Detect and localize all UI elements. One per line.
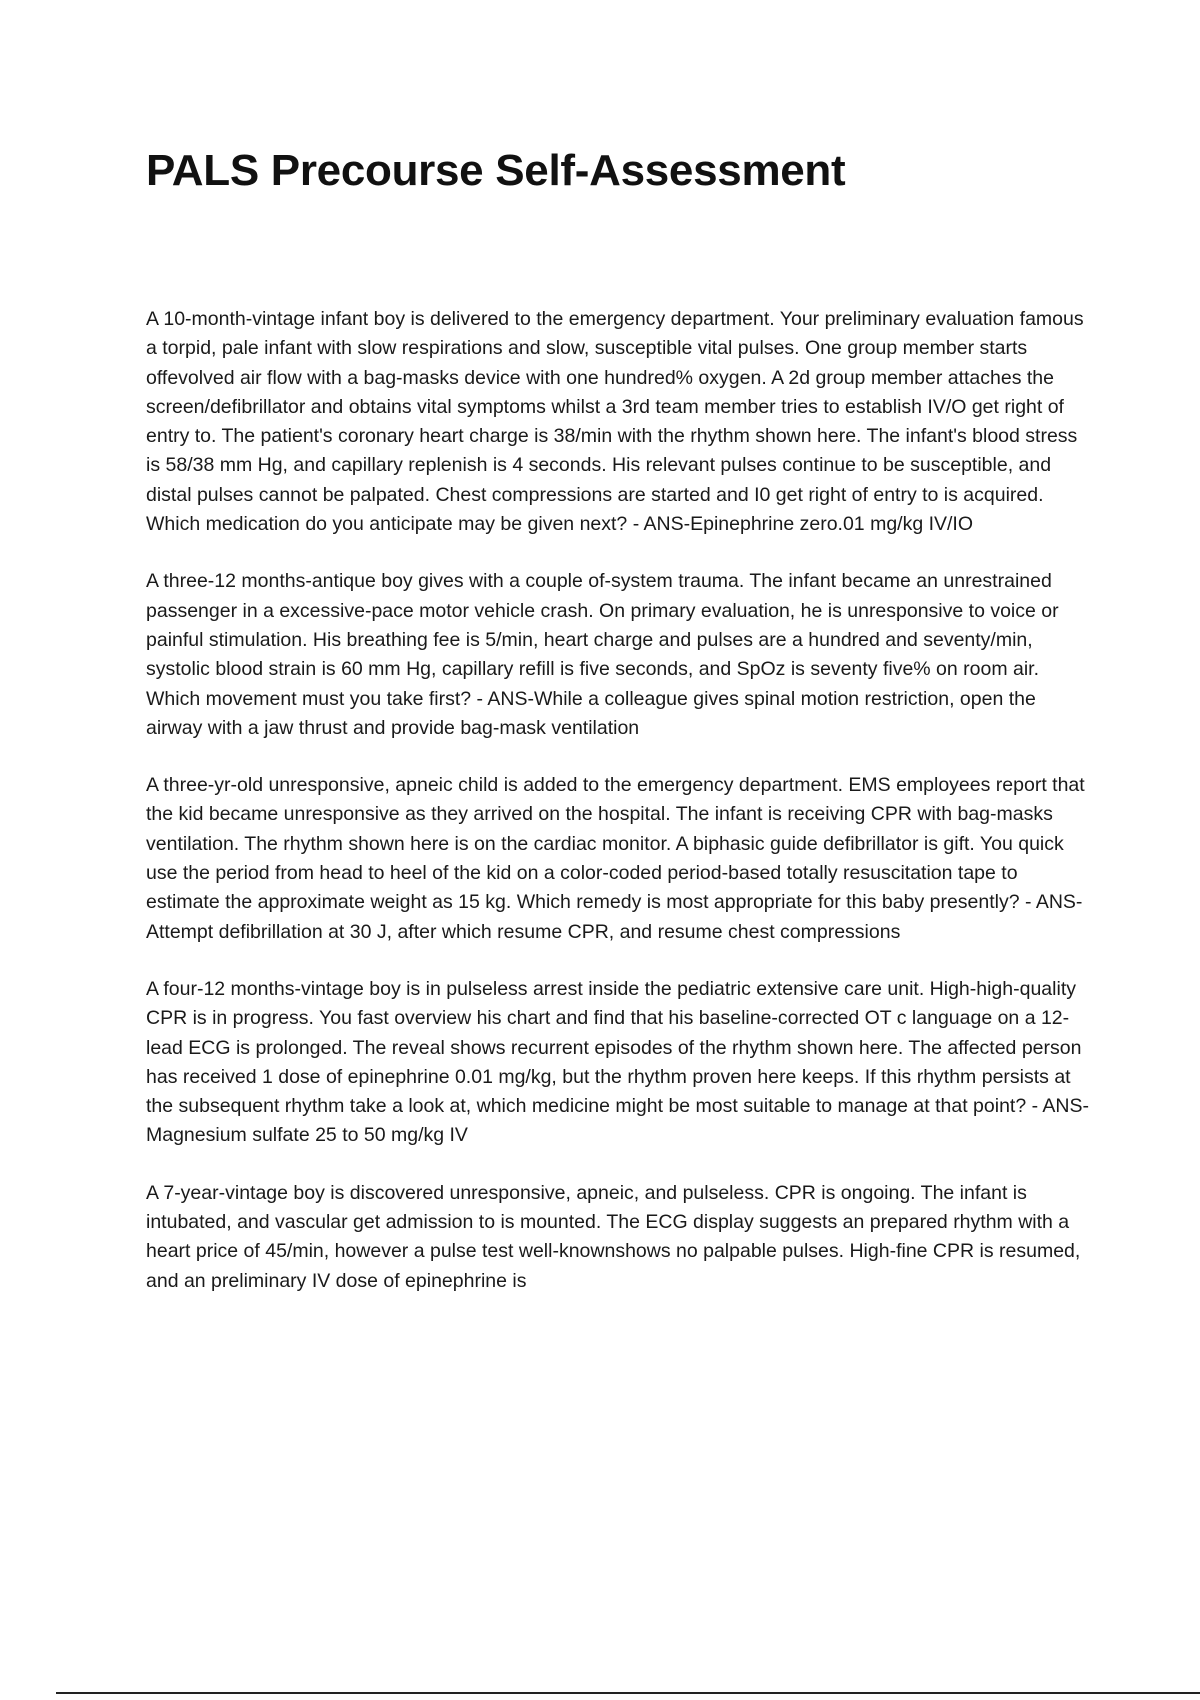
- question-block-3: [146, 771, 1096, 947]
- question-block-2: [146, 567, 1096, 743]
- question-text: A 10-month-vintage infant boy is delivered to the emergency department. Your preliminary evaluation famous a torpid, pale infant with slow respirations and slow, susceptible vital pulses. One group member starts offevolved air flow with a bag-masks device with one hundred% oxygen. A 2d group member attaches the screen/defibrillator and obtains vital symptoms whilst a 3rd team member tries to establish IV/O get right of entry to. The patient's coronary heart charge is 38/min with the rhythm shown here. The infant's blood stress is 58/38 mm Hg, and capillary replenish is 4 seconds. His relevant pulses continue to be susceptible, and distal pulses cannot be palpated. Chest compressions are started and I0 get right of entry to is acquired. Which medication do you anticipate may be given next? - ANS-Epinephrine zero.01 mg/kg IV/IO: [146, 308, 1084, 536]
- question-text: A 7-year-vintage boy is discovered unresponsive, apneic, and pulseless. CPR is ongoing. The infant is intubated, and vascular get admission to is mounted. The ECG display suggests an prepared rhythm with a heart price of 45/min, however a pulse test well-knownshows no palpable pulses. High-fine CPR is resumed, and an preliminary IV dose of epinephrine is: [146, 1181, 1081, 1292]
- document-title: PALS Precourse Self-Assessment: [146, 146, 846, 195]
- document-body: [146, 305, 1096, 1324]
- question-block-5: [146, 1179, 1096, 1296]
- question-text: A three-yr-old unresponsive, apneic child is added to the emergency department. EMS employees report that the kid became unresponsive as they arrived on the hospital. The infant is receiving CPR with bag-masks ventilation. The rhythm shown here is on the cardiac monitor. A biphasic guide defibrillator is gift. You quick use the period from head to heel of the kid on a color-coded period-based totally resuscitation tape to estimate the approximate weight as 15 kg. Which remedy is most appropriate for this baby presently? - ANS-Attempt defibrillation at 30 J, after which resume CPR, and resume chest compressions: [146, 774, 1085, 943]
- footer-divider: [56, 1692, 1200, 1694]
- question-text: A four-12 months-vintage boy is in pulseless arrest inside the pediatric extensive care unit. High-high-quality CPR is in progress. You fast overview his chart and find that his baseline-corrected OT c language on a 12-lead ECG is prolonged. The reveal shows recurrent episodes of the rhythm shown here. The affected person has received 1 dose of epinephrine 0.01 mg/kg, but the rhythm proven here keeps. If this rhythm persists at the subsequent rhythm take a look at, which medicine might be most suitable to manage at that point? - ANS-Magnesium sulfate 25 to 50 mg/kg IV: [146, 977, 1090, 1147]
- question-block-4: [146, 975, 1096, 1151]
- question-block-1: [146, 305, 1096, 539]
- question-text: A three-12 months-antique boy gives with a couple of-system trauma. The infant became an unrestrained passenger in a excessive-pace motor vehicle crash. On primary evaluation, he is unresponsive to voice or painful stimulation. His breathing fee is 5/min, heart charge and pulses are a hundred and seventy/min, systolic blood strain is 60 mm Hg, capillary refill is five seconds, and SpOz is seventy five% on room air. Which movement must you take first? - ANS-While a colleague gives spinal motion restriction, open the airway with a jaw thrust and provide bag-mask ventilation: [146, 570, 1059, 739]
